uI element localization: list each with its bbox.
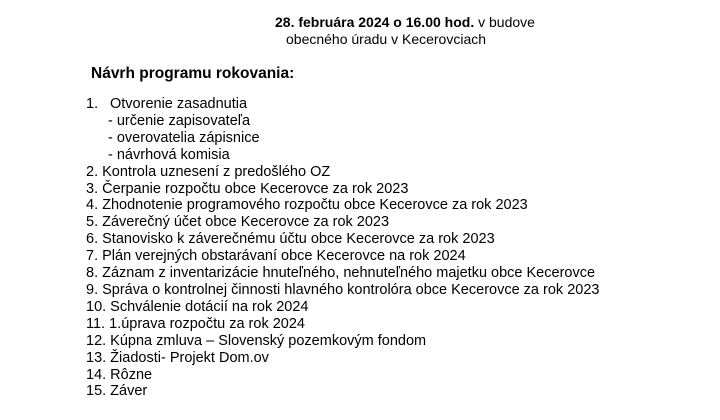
agenda-item-number: 1. <box>86 96 99 112</box>
agenda-item: 6. Stanovisko k záverečnému účtu obce Kecerovce za rok 2023 <box>86 231 495 248</box>
agenda-item-label: Otvorenie zasadnutia <box>110 96 248 112</box>
agenda-item: 4. Zhodnotenie programového rozpočtu obce Kecerovce za rok 2023 <box>86 197 528 214</box>
agenda-title: Návrh programu rokovania: <box>91 65 295 82</box>
agenda-item-1 <box>86 96 599 113</box>
agenda-item: 15. Záver <box>86 383 148 400</box>
agenda-item: 8. Záznam z inventarizácie hnuteľného, nehnuteľného majetku obce Kecerovce <box>86 265 596 282</box>
agenda-list <box>86 96 599 400</box>
agenda-subitem: - určenie zapisovateľa <box>108 112 251 129</box>
agenda-item: 2. Kontrola uznesení z predošlého OZ <box>86 163 331 180</box>
meeting-date: 28. februára 2024 o 16.00 hod. <box>275 14 475 30</box>
agenda-item: 3. Čerpanie rozpočtu obce Kecerovce za rok 2023 <box>86 180 409 197</box>
agenda-item: 5. Záverečný účet obce Kecerovce za rok 2023 <box>86 214 390 231</box>
agenda-item: 10. Schválenie dotácií na rok 2024 <box>86 298 309 315</box>
agenda-item: 9. Správa o kontrolnej činnosti hlavného kontrolóra obce Kecerovce za rok 2023 <box>86 281 600 298</box>
agenda-item: 11. 1.úprava rozpočtu za rok 2024 <box>86 315 305 332</box>
agenda-item: 13. Žiadosti- Projekt Dom.ov <box>86 349 269 366</box>
agenda-subitem: - návrhová komisia <box>108 146 230 163</box>
agenda-item: 7. Plán verejných obstarávaní obce Kecerovce na rok 2024 <box>86 248 466 265</box>
meeting-location: obecného úradu v Kecerovciach <box>286 31 487 47</box>
agenda-item: 12. Kúpna zmluva – Slovenský pozemkovým fondom <box>86 332 427 349</box>
meeting-venue-prefix: v budove <box>474 14 535 30</box>
meeting-date-line <box>275 14 535 31</box>
agenda-subitem: - overovatelia zápisnice <box>108 129 260 146</box>
agenda-item: 14. Rôzne <box>86 366 153 383</box>
